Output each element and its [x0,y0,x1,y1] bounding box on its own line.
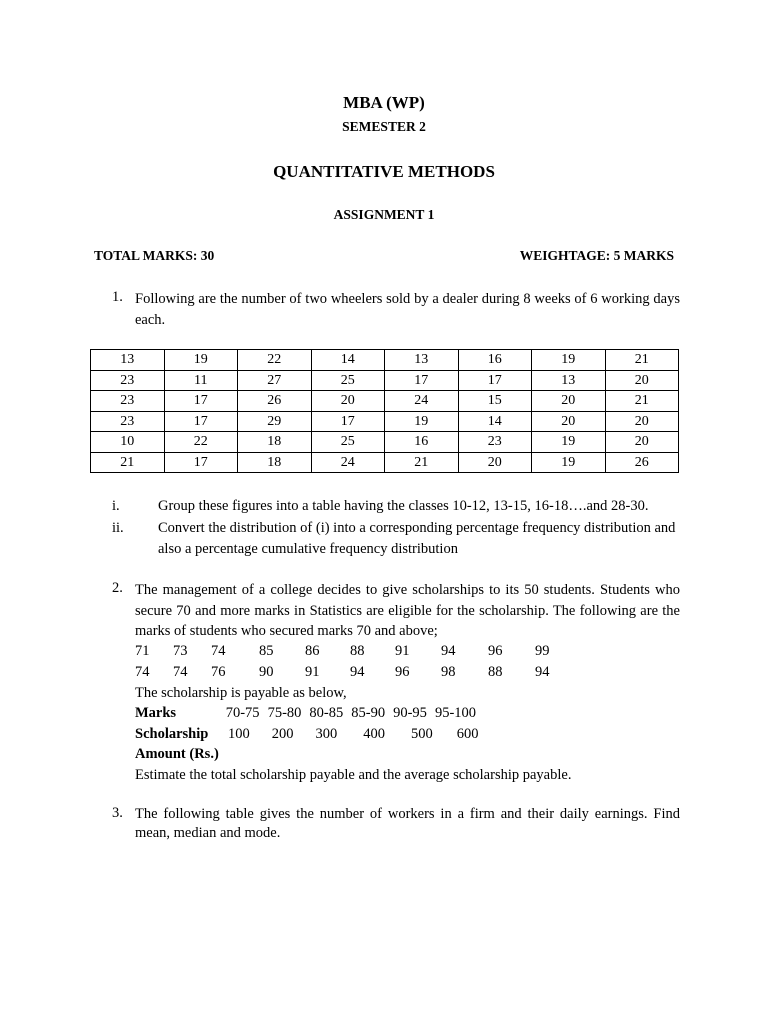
marks-range-row [135,703,680,723]
mark-value: 91 [305,664,320,680]
mark-ranges [180,705,476,721]
sales-table [90,349,679,473]
table-cell: 27 [238,370,312,391]
table-cell: 14 [458,411,532,432]
table-cell: 20 [605,411,679,432]
table-cell: 23 [91,411,165,432]
question-2-text: The management of a college decides to give scholarships to its 50 students. Students who secure 70 and more marks in Statistics are eligible for the scholarship. The following are the marks of students who secured marks 70 and above; [135,582,680,639]
mark-value: 94 [441,643,456,659]
scholarship-amount: 600 [456,726,479,742]
program-title: MBA (WP) [343,93,425,112]
mark-value: 96 [395,664,410,680]
scholarship-amount: 100 [227,726,250,742]
scholarship-amount: 400 [363,726,385,742]
mark-value: 96 [488,643,503,659]
marks-label: Marks [135,705,177,721]
mark-range: 85-90 [351,705,386,721]
mark-value: 85 [259,643,274,659]
table-cell: 23 [91,370,165,391]
table-cell: 17 [164,452,238,473]
mark-range: 70-75 [225,705,260,721]
table-cell: 19 [532,432,606,453]
mark-value: 90 [259,664,274,680]
table-cell: 21 [385,452,459,473]
table-cell: 20 [311,391,385,412]
table-cell: 17 [458,370,532,391]
question-3-text: The following table gives the number of workers in a firm and their daily earnings. Find mean, median and mode. [135,806,680,841]
mark-value: 76 [211,664,226,680]
table-cell: 29 [238,411,312,432]
assignment-title: ASSIGNMENT 1 [333,207,435,222]
table-cell: 23 [458,432,532,453]
table-cell: 18 [238,452,312,473]
table-cell: 24 [385,391,459,412]
table-cell: 15 [458,391,532,412]
subject-title: QUANTITATIVE METHODS [273,162,495,181]
table-cell: 13 [91,350,165,371]
scholarship-amount: 200 [271,726,294,742]
table-row [91,350,679,371]
weightage: WEIGHTAGE: 5 MARKS [519,248,674,263]
table-cell: 24 [311,452,385,473]
table-cell: 16 [385,432,459,453]
payable-intro: The scholarship is payable as below, [135,685,347,701]
mark-range: 90-95 [393,705,427,721]
table-cell: 20 [605,432,679,453]
table-cell: 19 [385,411,459,432]
table-cell: 13 [532,370,606,391]
table-cell: 20 [458,452,532,473]
table-cell: 16 [458,350,532,371]
table-cell: 26 [605,452,679,473]
table-cell: 20 [605,370,679,391]
table-cell: 19 [164,350,238,371]
question-1-text: Following are the number of two wheelers sold by a dealer during 8 weeks of 6 working days each. [135,291,680,328]
question-2-task: Estimate the total scholarship payable and the average scholarship payable. [135,767,572,783]
table-row [91,452,679,473]
question-1-sub-i-number: i. [112,498,120,514]
table-row [91,411,679,432]
question-1-sub-ii-number: ii. [112,520,124,536]
table-cell: 17 [385,370,459,391]
table-cell: 21 [91,452,165,473]
table-row [91,432,679,453]
semester-title: SEMESTER 2 [342,119,426,134]
table-cell: 10 [91,432,165,453]
mark-value: 74 [211,643,226,659]
table-row [91,391,679,412]
table-cell: 17 [164,391,238,412]
mark-value: 86 [305,643,320,659]
amount-label: Amount (Rs.) [135,746,219,762]
scholarship-label: Scholarship [135,726,209,742]
mark-value: 91 [395,643,410,659]
mark-value: 94 [535,664,550,680]
mark-value: 99 [535,643,550,659]
mark-value: 73 [173,643,188,659]
table-cell: 17 [164,411,238,432]
question-1-sub-ii-text: Convert the distribution of (i) into a corresponding percentage frequency distribution and also a percentage cumulative frequency distribution [158,520,676,557]
table-cell: 14 [311,350,385,371]
table-cell: 22 [164,432,238,453]
table-cell: 19 [532,452,606,473]
question-1-number: 1. [112,289,123,305]
mark-range: 75-80 [267,705,302,721]
table-cell: 20 [532,411,606,432]
scholarship-row [135,724,680,744]
table-cell: 21 [605,350,679,371]
mark-value: 94 [350,664,365,680]
table-row [91,370,679,391]
table-cell: 21 [605,391,679,412]
table-cell: 22 [238,350,312,371]
mark-value: 88 [488,664,503,680]
table-cell: 18 [238,432,312,453]
mark-value: 74 [135,664,150,680]
table-cell: 25 [311,370,385,391]
table-cell: 23 [91,391,165,412]
question-3-number: 3. [112,805,123,821]
amount-label-row [135,744,219,764]
table-cell: 11 [164,370,238,391]
scholarship-amount: 300 [315,726,338,742]
table-cell: 13 [385,350,459,371]
mark-value: 88 [350,643,365,659]
scholarship-amount: 500 [410,726,433,742]
table-cell: 19 [532,350,606,371]
scholarship-amounts [212,726,479,742]
mark-range: 95-100 [434,705,477,721]
question-1-sub-i-text: Group these figures into a table having the classes 10-12, 13-15, 16-18….and 28-30. [158,498,649,514]
table-cell: 20 [532,391,606,412]
mark-value: 98 [441,664,456,680]
mark-value: 71 [135,643,150,659]
mark-range: 80-85 [309,705,344,721]
table-cell: 25 [311,432,385,453]
table-cell: 17 [311,411,385,432]
question-2-number: 2. [112,580,123,596]
table-cell: 26 [238,391,312,412]
total-marks: TOTAL MARKS: 30 [94,248,215,263]
mark-value: 74 [173,664,188,680]
